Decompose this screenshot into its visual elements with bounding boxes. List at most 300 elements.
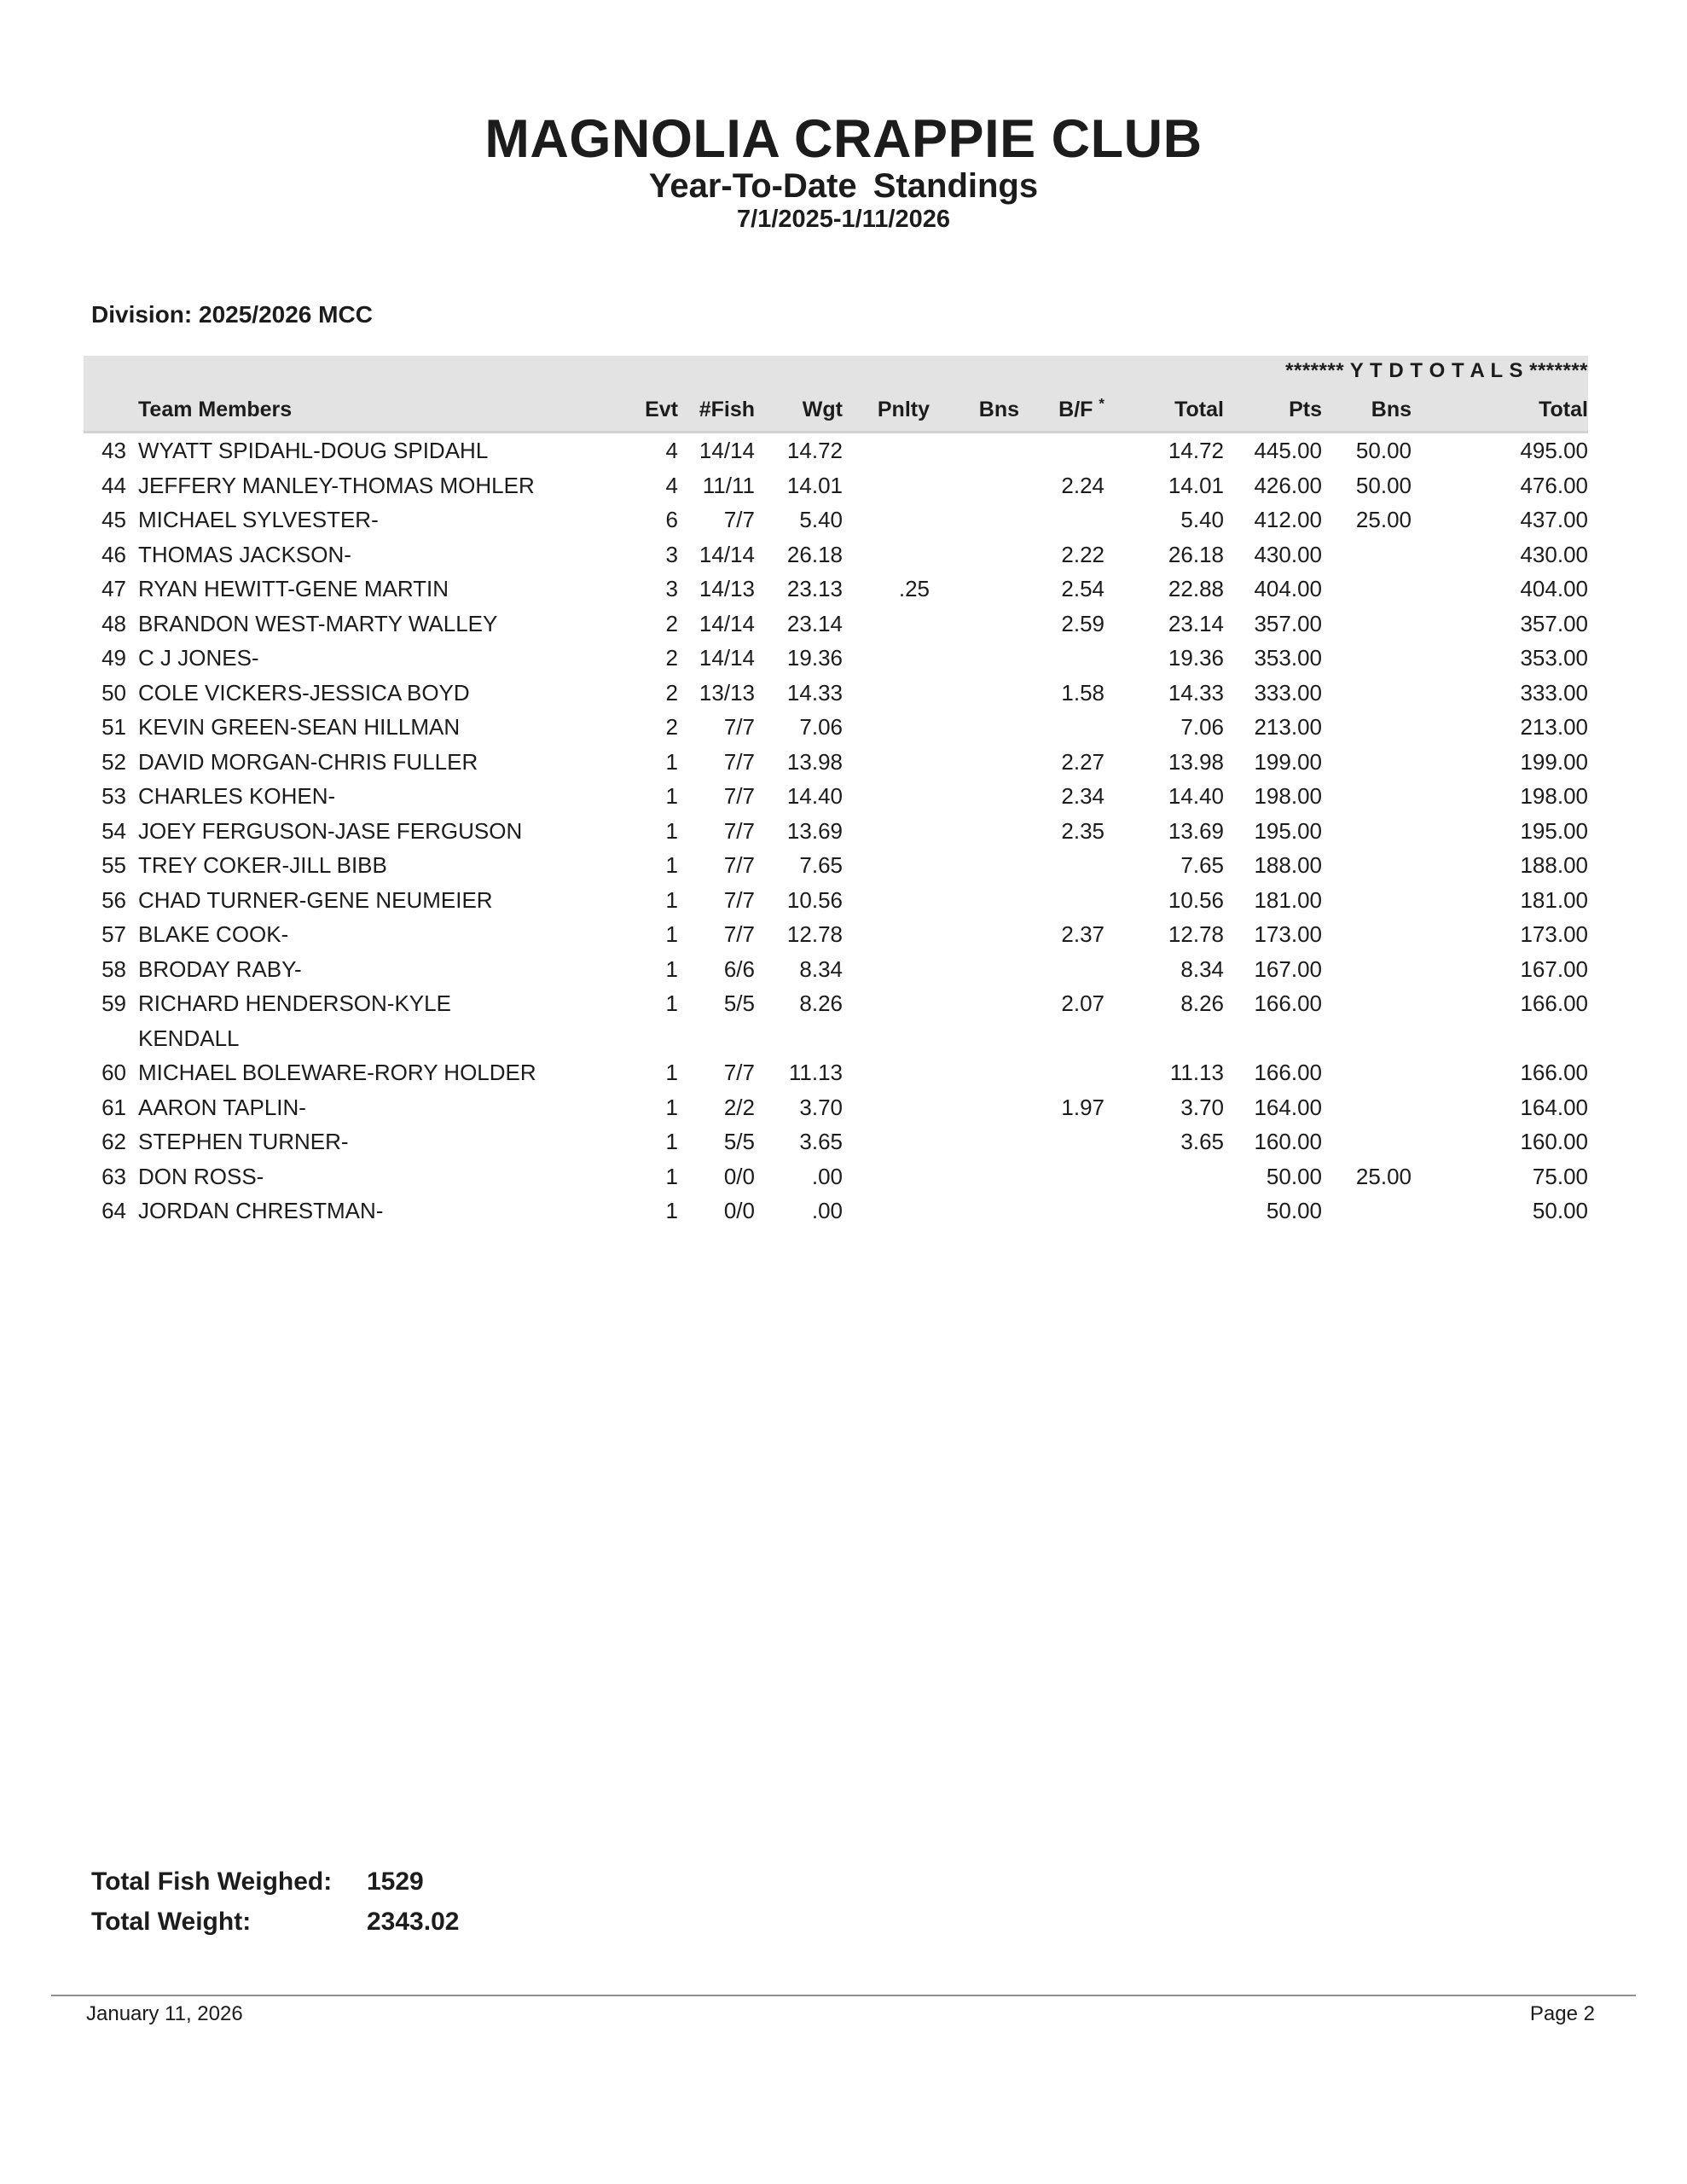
evt-cell: 1 (665, 852, 678, 878)
table-row (84, 745, 1588, 780)
rank-cell: 55 (101, 852, 126, 878)
table-row (84, 641, 1588, 676)
ytd-total-cell: 357.00 (1520, 610, 1588, 636)
pnlty-cell (843, 779, 930, 814)
pnlty-cell (843, 1055, 930, 1090)
column-header-wgt: Wgt (755, 386, 843, 433)
footer-date: January 11, 2026 (86, 2002, 243, 2025)
team-members-cell (131, 779, 609, 814)
bns-cell (930, 1124, 1019, 1159)
ytd-banner-spacer (84, 356, 1224, 386)
ytd-total-cell: 166.00 (1520, 1060, 1588, 1085)
team-members-cell (131, 986, 609, 1055)
wgt-cell: .00 (811, 1163, 843, 1189)
wgt-cell: 11.13 (788, 1060, 843, 1085)
pts-cell: 164.00 (1254, 1094, 1322, 1120)
bf-label: B/F (1058, 398, 1093, 421)
team-members-line1: CHARLES KOHEN- (138, 783, 336, 809)
wgt-cell: 7.65 (799, 852, 843, 878)
pts-cell: 166.00 (1254, 1060, 1322, 1085)
rank-cell: 54 (101, 817, 126, 844)
bns-cell (930, 572, 1019, 607)
pts-cell: 357.00 (1254, 610, 1322, 636)
bns2-cell (1322, 883, 1412, 918)
total-fish-line (91, 1862, 688, 1902)
bns-cell (930, 986, 1019, 1055)
bns2-cell: 25.00 (1355, 1163, 1412, 1189)
total-weight-line (91, 1902, 688, 1942)
total-cell: 14.40 (1168, 783, 1224, 809)
fish-cell: 7/7 (723, 714, 755, 740)
ytd-total-cell: 333.00 (1520, 679, 1588, 706)
team-members-line1: WYATT SPIDAHL-DOUG SPIDAHL (138, 438, 489, 463)
pts-cell: 445.00 (1254, 438, 1322, 463)
total-cell: 26.18 (1168, 541, 1224, 567)
rank-cell: 61 (101, 1094, 126, 1120)
bf-cell (1019, 502, 1104, 537)
table-row (84, 883, 1588, 918)
team-members-cell (131, 745, 609, 780)
table-row (84, 1090, 1588, 1125)
pts-cell: 198.00 (1254, 783, 1322, 809)
bns2-cell (1322, 779, 1412, 814)
bns-cell (930, 1090, 1019, 1125)
rank-cell: 59 (101, 990, 126, 1016)
date-range: 7/1/2025-1/11/2026 (737, 206, 950, 233)
bns-cell (930, 814, 1019, 849)
pnlty-cell (843, 537, 930, 572)
table-row (84, 607, 1588, 642)
wgt-cell: 13.98 (786, 748, 843, 775)
ytd-total-cell: 476.00 (1520, 472, 1588, 498)
ytd-total-cell: 160.00 (1520, 1129, 1588, 1154)
bns2-cell (1322, 607, 1412, 642)
bf-cell: 2.27 (1061, 748, 1104, 775)
rank-cell: 52 (101, 748, 126, 775)
team-members-line1: JORDAN CHRESTMAN- (138, 1198, 384, 1223)
evt-cell: 1 (665, 921, 678, 947)
evt-cell: 3 (665, 576, 678, 601)
team-members-line1: MICHAEL BOLEWARE-RORY HOLDER (138, 1060, 536, 1085)
bf-cell: 1.58 (1061, 679, 1104, 706)
table-row (84, 676, 1588, 711)
pnlty-cell (843, 1124, 930, 1159)
pts-cell: 199.00 (1254, 748, 1322, 775)
bns-cell (930, 1159, 1019, 1194)
team-members-line1: JOEY FERGUSON-JASE FERGUSON (138, 817, 523, 844)
wgt-cell: 10.56 (786, 886, 843, 913)
table-row (84, 710, 1588, 745)
total-cell: 11.13 (1169, 1060, 1224, 1085)
total-weight-value: 2343.02 (367, 1908, 460, 1936)
column-header-evt: Evt (609, 386, 678, 433)
rank-cell: 56 (101, 886, 126, 913)
bns-cell (930, 641, 1019, 676)
wgt-cell: 13.69 (786, 817, 843, 844)
fish-cell: 2/2 (723, 1094, 755, 1120)
pts-cell: 333.00 (1254, 679, 1322, 706)
pts-cell: 50.00 (1266, 1163, 1322, 1189)
wgt-cell: 8.26 (799, 990, 843, 1016)
evt-cell: 2 (665, 714, 678, 740)
bf-cell: 2.24 (1061, 472, 1104, 498)
ytd-total-cell: 167.00 (1520, 956, 1588, 982)
fish-cell: 6/6 (723, 956, 755, 982)
column-header-pnlty: Pnlty (843, 386, 930, 433)
bf-cell: 2.35 (1061, 817, 1104, 844)
evt-cell: 1 (665, 1198, 678, 1223)
table-row (84, 848, 1588, 883)
bf-cell: 2.22 (1061, 541, 1104, 567)
evt-cell: 1 (665, 1129, 678, 1154)
evt-cell: 1 (665, 817, 678, 844)
total-cell: 14.33 (1168, 679, 1224, 706)
bf-cell (1019, 433, 1104, 468)
total-cell: 5.40 (1180, 507, 1224, 532)
footer-page-number: Page 2 (1529, 2002, 1595, 2025)
ytd-total-cell: 188.00 (1520, 852, 1588, 878)
bf-cell (1019, 952, 1104, 987)
standings-body (84, 433, 1588, 1228)
bns-cell (930, 468, 1019, 503)
division-label: Division: 2025/2026 MCC (91, 301, 373, 328)
team-members-cell (131, 883, 609, 918)
table-row (84, 468, 1588, 503)
total-cell: 3.70 (1180, 1094, 1224, 1120)
fish-cell: 13/13 (699, 679, 755, 706)
bns2-cell (1322, 676, 1412, 711)
ytd-total-cell: 173.00 (1520, 921, 1588, 947)
table-header (84, 356, 1588, 433)
rank-cell: 63 (101, 1163, 126, 1189)
bns-cell (930, 917, 1019, 952)
wgt-cell: 14.72 (786, 438, 843, 463)
ytd-total-cell: 166.00 (1520, 990, 1588, 1016)
wgt-cell: .00 (811, 1198, 843, 1223)
ytd-total-cell: 213.00 (1520, 714, 1588, 740)
column-header-bns: Bns (930, 386, 1019, 433)
bns-cell (930, 1055, 1019, 1090)
team-members-line1: CHAD TURNER-GENE NEUMEIER (138, 886, 493, 913)
bf-cell (1019, 1159, 1104, 1194)
fish-cell: 14/14 (699, 541, 755, 567)
fish-cell: 5/5 (723, 1129, 755, 1154)
fish-cell: 0/0 (723, 1163, 755, 1189)
fish-cell: 7/7 (723, 783, 755, 809)
bf-cell (1019, 710, 1104, 745)
pts-cell: 173.00 (1254, 921, 1322, 947)
bns2-cell (1322, 814, 1412, 849)
bns-cell (930, 1194, 1019, 1228)
total-cell (1104, 1159, 1224, 1194)
table-row (84, 572, 1588, 607)
evt-cell: 2 (665, 645, 678, 671)
table-row (84, 433, 1588, 468)
wgt-cell: 23.14 (786, 610, 843, 636)
evt-cell: 2 (665, 610, 678, 636)
bf-cell (1019, 1055, 1104, 1090)
team-members-cell (131, 1124, 609, 1159)
team-members-cell (131, 607, 609, 642)
team-members-cell (131, 952, 609, 987)
team-members-line1: DON ROSS- (138, 1163, 264, 1189)
ytd-total-cell: 198.00 (1520, 783, 1588, 809)
ytd-total-cell: 404.00 (1520, 576, 1588, 601)
pnlty-cell (843, 468, 930, 503)
team-members-line1: JEFFERY MANLEY-THOMAS MOHLER (138, 472, 535, 498)
pts-cell: 412.00 (1254, 507, 1322, 532)
rank-cell: 49 (101, 645, 126, 671)
ytd-total-cell: 199.00 (1520, 748, 1588, 775)
bns-cell (930, 537, 1019, 572)
pnlty-cell (843, 745, 930, 780)
evt-cell: 6 (665, 507, 678, 532)
rank-cell: 46 (101, 541, 126, 567)
bns-cell (930, 952, 1019, 987)
pnlty-cell (843, 917, 930, 952)
team-members-cell (131, 676, 609, 711)
team-members-cell (131, 433, 609, 468)
rank-cell: 60 (101, 1060, 126, 1085)
bns-cell (930, 779, 1019, 814)
wgt-cell: 19.36 (786, 645, 843, 671)
bns2-cell: 50.00 (1355, 472, 1412, 498)
evt-cell: 1 (665, 1163, 678, 1189)
bf-cell (1019, 883, 1104, 918)
ytd-total-cell: 164.00 (1520, 1094, 1588, 1120)
page-subtitle: Year-To-Date Standings (648, 167, 1039, 205)
team-members-line1: TREY COKER-JILL BIBB (138, 852, 387, 878)
ytd-banner-row (84, 356, 1588, 386)
bns-cell (930, 710, 1019, 745)
wgt-cell: 8.34 (799, 956, 843, 982)
team-members-line1: THOMAS JACKSON- (138, 541, 351, 567)
bns2-cell (1322, 572, 1412, 607)
wgt-cell: 3.65 (799, 1129, 843, 1154)
bns2-cell (1322, 848, 1412, 883)
table-row (84, 1124, 1588, 1159)
team-members-line2: KENDALL (138, 1025, 240, 1051)
pnlty-cell (843, 607, 930, 642)
bf-cell: 2.54 (1061, 576, 1104, 601)
table-row (84, 537, 1588, 572)
wgt-cell: 3.70 (799, 1094, 843, 1120)
bns2-cell (1322, 917, 1412, 952)
fish-cell: 14/14 (699, 645, 755, 671)
total-cell: 7.06 (1180, 714, 1224, 740)
bns2-cell (1322, 1124, 1412, 1159)
wgt-cell: 14.01 (786, 472, 843, 498)
wgt-cell: 23.13 (786, 576, 843, 601)
team-members-line1: BLAKE COOK- (138, 921, 289, 947)
total-cell: 14.01 (1168, 472, 1224, 498)
pnlty-cell (843, 433, 930, 468)
fish-cell: 7/7 (723, 507, 755, 532)
bns2-cell (1322, 710, 1412, 745)
team-members-cell (131, 848, 609, 883)
table-row (84, 814, 1588, 849)
bns2-cell (1322, 1055, 1412, 1090)
team-members-cell (131, 1159, 609, 1194)
column-header-fish: #Fish (678, 386, 755, 433)
column-header-pts: Pts (1224, 386, 1322, 433)
team-members-line1: COLE VICKERS-JESSICA BOYD (138, 679, 470, 706)
bf-asterisk-note: * (1099, 395, 1104, 412)
bf-cell (1019, 641, 1104, 676)
bns2-cell (1322, 986, 1412, 1055)
team-members-line1: MICHAEL SYLVESTER- (138, 507, 379, 532)
team-members-line1: RICHARD HENDERSON-KYLE (138, 990, 451, 1016)
ytd-totals-banner: ******* Y T D T O T A L S ******* (1224, 356, 1588, 386)
table-row (84, 917, 1588, 952)
column-header-bns2: Bns (1322, 386, 1412, 433)
pts-cell: 160.00 (1254, 1129, 1322, 1154)
team-members-line1: AARON TAPLIN- (138, 1094, 306, 1120)
evt-cell: 2 (665, 679, 678, 706)
ytd-total-cell: 50.00 (1532, 1198, 1588, 1223)
bns2-cell (1322, 745, 1412, 780)
team-members-cell (131, 1090, 609, 1125)
team-members-cell (131, 710, 609, 745)
table-row (84, 502, 1588, 537)
team-members-cell (131, 917, 609, 952)
total-cell: 19.36 (1168, 645, 1224, 671)
pts-cell: 166.00 (1254, 990, 1322, 1016)
evt-cell: 1 (665, 1060, 678, 1085)
column-header-bf (1019, 386, 1104, 433)
evt-cell: 1 (665, 956, 678, 982)
total-cell (1104, 1194, 1224, 1228)
total-cell: 13.98 (1168, 748, 1224, 775)
wgt-cell: 5.40 (799, 507, 843, 532)
pnlty-cell (843, 848, 930, 883)
table-row (84, 1055, 1588, 1090)
table-row (84, 1194, 1588, 1228)
total-fish-label: Total Fish Weighed: (91, 1867, 333, 1896)
fish-cell: 14/13 (699, 576, 755, 601)
rank-cell: 51 (101, 714, 126, 740)
pnlty-cell (843, 814, 930, 849)
ytd-total-cell: 437.00 (1520, 507, 1588, 532)
rank-cell: 47 (101, 576, 126, 601)
pnlty-cell (843, 1159, 930, 1194)
bns2-cell (1322, 1194, 1412, 1228)
summary-totals (91, 1862, 688, 1942)
ytd-total-cell: 195.00 (1520, 817, 1588, 844)
rank-cell: 48 (101, 610, 126, 636)
total-cell: 13.69 (1168, 817, 1224, 844)
bns2-cell: 50.00 (1355, 438, 1412, 463)
bns-cell (930, 502, 1019, 537)
bns-cell (930, 607, 1019, 642)
table-row (84, 986, 1588, 1055)
total-cell: 14.72 (1168, 438, 1224, 463)
team-members-cell (131, 1055, 609, 1090)
bns-cell (930, 433, 1019, 468)
team-members-cell (131, 1194, 609, 1228)
wgt-cell: 14.33 (786, 679, 843, 706)
report-header (0, 111, 1687, 234)
pts-cell: 188.00 (1254, 852, 1322, 878)
fish-cell: 11/11 (702, 472, 755, 498)
bns2-cell (1322, 537, 1412, 572)
table-row (84, 952, 1588, 987)
bns2-cell (1322, 641, 1412, 676)
team-members-line1: STEPHEN TURNER- (138, 1129, 349, 1154)
fish-cell: 7/7 (723, 817, 755, 844)
pts-cell: 195.00 (1254, 817, 1322, 844)
team-members-cell (131, 502, 609, 537)
table-row (84, 1159, 1588, 1194)
fish-cell: 5/5 (723, 990, 755, 1016)
team-members-line1: DAVID MORGAN-CHRIS FULLER (138, 748, 478, 775)
pnlty-cell (843, 952, 930, 987)
rank-cell: 64 (101, 1198, 126, 1223)
pts-cell: 181.00 (1254, 886, 1322, 913)
fish-cell: 7/7 (723, 852, 755, 878)
bns-cell (930, 883, 1019, 918)
ytd-total-cell: 353.00 (1520, 645, 1588, 671)
total-cell: 10.56 (1168, 886, 1224, 913)
fish-cell: 14/14 (699, 610, 755, 636)
pts-cell: 404.00 (1254, 576, 1322, 601)
bf-cell: 2.34 (1061, 783, 1104, 809)
pts-cell: 426.00 (1254, 472, 1322, 498)
pts-cell: 353.00 (1254, 645, 1322, 671)
total-cell: 8.34 (1180, 956, 1224, 982)
pnlty-cell (843, 1090, 930, 1125)
pnlty-cell (843, 641, 930, 676)
evt-cell: 1 (665, 886, 678, 913)
fish-cell: 14/14 (699, 438, 755, 463)
bns2-cell: 25.00 (1355, 507, 1412, 532)
bf-cell (1019, 1124, 1104, 1159)
pts-cell: 167.00 (1254, 956, 1322, 982)
rank-cell: 57 (101, 921, 126, 947)
total-weight-label: Total Weight: (91, 1908, 252, 1936)
bf-cell: 1.97 (1061, 1094, 1104, 1120)
ytd-total-cell: 181.00 (1520, 886, 1588, 913)
total-cell: 8.26 (1180, 990, 1224, 1016)
evt-cell: 3 (665, 541, 678, 567)
bns-cell (930, 676, 1019, 711)
team-members-cell (131, 572, 609, 607)
bns2-cell (1322, 952, 1412, 987)
pts-cell: 213.00 (1254, 714, 1322, 740)
rank-cell: 62 (101, 1129, 126, 1154)
fish-cell: 0/0 (723, 1198, 755, 1223)
rank-cell: 58 (101, 956, 126, 982)
evt-cell: 1 (665, 748, 678, 775)
wgt-cell: 26.18 (786, 541, 843, 567)
team-members-line1: KEVIN GREEN-SEAN HILLMAN (138, 714, 461, 740)
wgt-cell: 12.78 (786, 921, 843, 947)
bns2-cell (1322, 1090, 1412, 1125)
evt-cell: 1 (665, 1094, 678, 1120)
pnlty-cell (843, 986, 930, 1055)
bns-cell (930, 745, 1019, 780)
pnlty-cell: .25 (898, 576, 930, 601)
team-members-cell (131, 814, 609, 849)
column-header-team-members: Team Members (131, 386, 609, 433)
rank-cell: 53 (101, 783, 126, 809)
footer-divider (51, 1995, 1636, 1996)
evt-cell: 1 (665, 990, 678, 1016)
page-title: MAGNOLIA CRAPPIE CLUB (484, 109, 1203, 169)
bf-cell (1019, 848, 1104, 883)
standings-table-container (84, 356, 1588, 1228)
team-members-line1: BRODAY RABY- (138, 956, 302, 982)
